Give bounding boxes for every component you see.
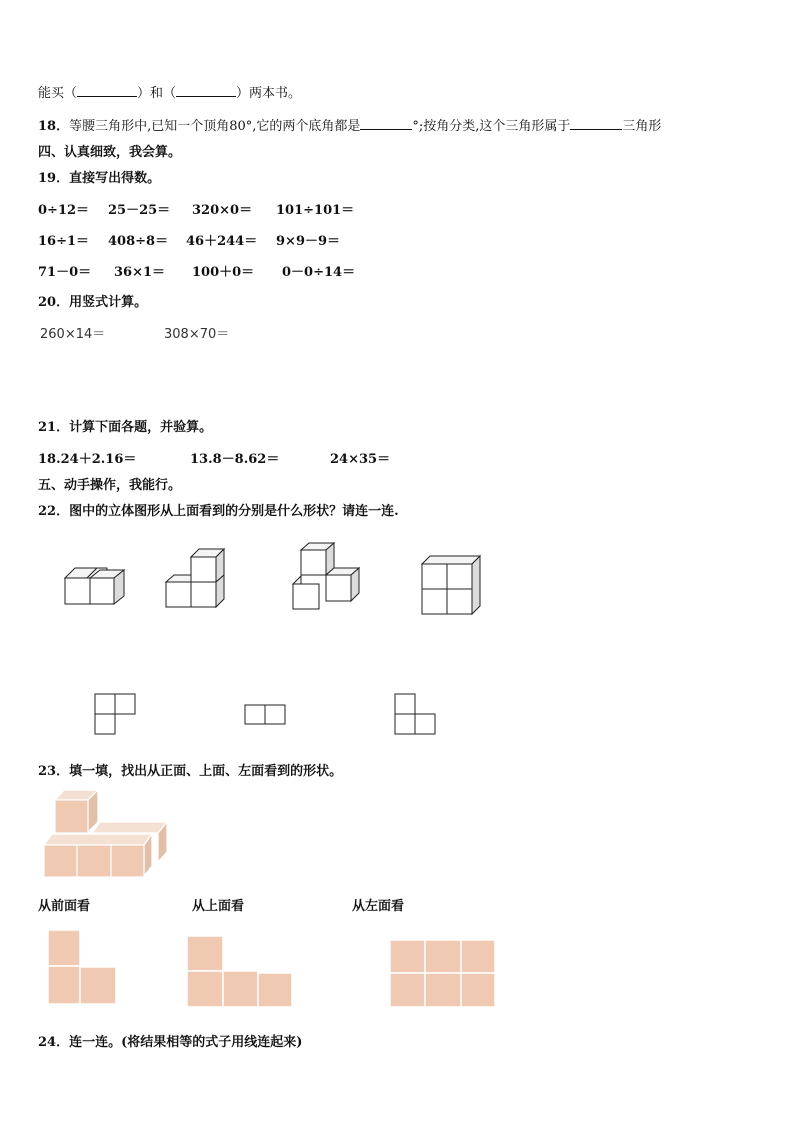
q23-view-2[interactable] [187, 936, 292, 1007]
q19-item: 101÷101＝ [276, 203, 355, 218]
q19-item: 71－0＝ [38, 265, 92, 280]
q18-number: 18． [38, 119, 70, 134]
section-5-heading: 五、动手操作，我能行。 [38, 478, 182, 493]
q19-item: 320×0＝ [192, 203, 253, 218]
q23-label-top: 从上面看 [192, 899, 245, 914]
q23-title: 23．填一填，找出从正面、上面、左面看到的形状。 [38, 764, 343, 779]
q19-item: 36×1＝ [114, 265, 166, 280]
q19-item: 16÷1＝ [38, 234, 90, 249]
q19-item: 25－25＝ [108, 203, 171, 218]
q19-item: 0－0÷14＝ [282, 265, 356, 280]
q21-item: 13.8－8.62＝ [190, 452, 280, 467]
q19-item: 46＋244＝ [186, 234, 258, 249]
q23-label-front: 从前面看 [38, 899, 91, 914]
q19-title: 19．直接写出得数。 [38, 171, 161, 186]
q24-title: 24．连一连。(将结果相等的式子用线连起来) [38, 1035, 303, 1050]
q17-text-mid: ）和（ [137, 86, 177, 101]
q21-title: 21．计算下面各题，并验算。 [38, 420, 213, 435]
q18-text-2: °;按角分类,这个三角形属于 [412, 119, 571, 134]
q21-item: 24×35＝ [330, 452, 391, 467]
q19-item: 9×9－9＝ [276, 234, 341, 249]
section-4-heading: 四、认真细致，我会算。 [38, 145, 182, 160]
q17-text-pre: 能买（ [38, 86, 78, 101]
q22-title: 22．图中的立体图形从上面看到的分别是什么形状？请连一连. [38, 504, 399, 519]
q17-text-post: ）两本书。 [236, 86, 302, 101]
q19-item: 408÷8＝ [108, 234, 169, 249]
q20-item: 308×70＝ [164, 327, 230, 342]
q19-item: 100＋0＝ [192, 265, 255, 280]
q23-view-1[interactable] [48, 930, 116, 1004]
q20-item: 260×14＝ [40, 327, 106, 342]
q19-item: 0÷12＝ [38, 203, 90, 218]
q23-view-3[interactable] [390, 940, 495, 1007]
q18-text-3: 三角形 [622, 119, 662, 134]
q23-label-left: 从左面看 [352, 899, 405, 914]
q21-item: 18.24＋2.16＝ [38, 452, 137, 467]
q18-text-1: 等腰三角形中,已知一个顶角80°,它的两个底角都是 [69, 119, 361, 134]
q20-title: 20．用竖式计算。 [38, 295, 148, 310]
